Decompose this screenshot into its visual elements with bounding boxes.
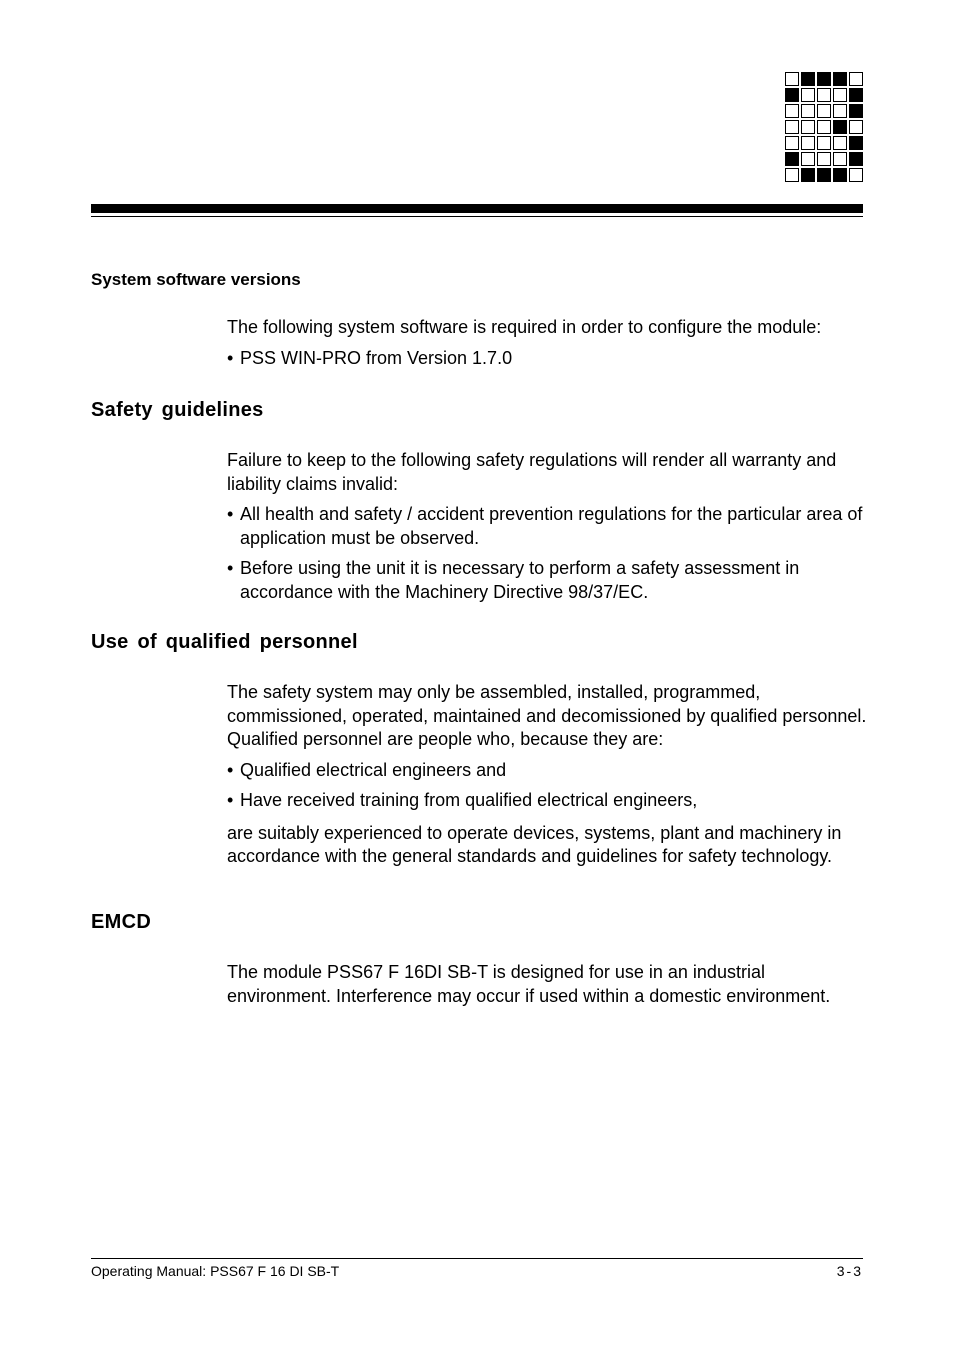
list-item-text: Before using the unit it is necessary to perform a safety assessment in accordance with the Machinery Directive 98/37/EC. bbox=[240, 558, 800, 602]
logo-cell bbox=[833, 168, 847, 182]
list-item-text: Qualified electrical engineers and bbox=[240, 759, 507, 780]
logo-cell bbox=[785, 136, 799, 150]
list-item bbox=[227, 789, 867, 813]
personnel-body bbox=[227, 681, 867, 869]
logo-cell bbox=[817, 72, 831, 86]
logo-cell bbox=[833, 136, 847, 150]
logo-cell bbox=[849, 168, 863, 182]
software-intro: The following system software is required in order to configure the module: bbox=[227, 317, 822, 337]
footer-title: Operating Manual: PSS67 F 16 DI SB-T bbox=[91, 1263, 340, 1279]
logo-cell bbox=[817, 168, 831, 182]
personnel-intro: The safety system may only be assembled, installed, programmed, commissioned, operated, maintained and decomissioned by qualified personnel. Qualified personnel are people who, because they are: bbox=[227, 682, 867, 749]
logo-cell bbox=[849, 88, 863, 102]
logo-cell bbox=[817, 88, 831, 102]
list-item bbox=[227, 347, 867, 371]
logo-cell bbox=[801, 88, 815, 102]
logo-cell bbox=[785, 72, 799, 86]
emcd-body bbox=[227, 961, 867, 1008]
section-heading-software: System software versions bbox=[91, 270, 301, 289]
safety-intro: Failure to keep to the following safety regulations will render all warranty and liability claims invalid: bbox=[227, 450, 837, 494]
section-heading-emcd: EMCD bbox=[91, 911, 152, 933]
header-rule-thick bbox=[91, 204, 863, 213]
page-number: 3-3 bbox=[836, 1263, 863, 1279]
logo-cell bbox=[785, 120, 799, 134]
logo-cell bbox=[785, 88, 799, 102]
list-item-text: All health and safety / accident prevention regulations for the particular area of application must be observed. bbox=[240, 504, 863, 548]
logo-grid bbox=[785, 72, 865, 182]
logo-cell bbox=[801, 136, 815, 150]
bullet-mark: • bbox=[227, 504, 234, 524]
bullet-mark: • bbox=[227, 558, 234, 578]
footer-rule bbox=[91, 1258, 863, 1259]
logo-cell bbox=[849, 104, 863, 118]
personnel-outro: are suitably experienced to operate devices, systems, plant and machinery in accordance with the general standards and guidelines for safety technology. bbox=[227, 822, 842, 866]
list-item-text: Have received training from qualified electrical engineers, bbox=[240, 790, 698, 810]
logo-cell bbox=[801, 120, 815, 134]
logo-cell bbox=[817, 120, 831, 134]
bullet-mark: • bbox=[227, 347, 234, 368]
logo-cell bbox=[817, 136, 831, 150]
logo-cell bbox=[801, 168, 815, 182]
logo-cell bbox=[849, 72, 863, 86]
list-item bbox=[227, 557, 867, 604]
section-heading-personnel: Use of qualified personnel bbox=[91, 631, 358, 653]
software-body bbox=[227, 316, 867, 370]
logo-cell bbox=[785, 104, 799, 118]
logo-cell bbox=[833, 152, 847, 166]
emcd-text: The module PSS67 F 16DI SB-T is designed for use in an industrial environment. Interference may occur if used within a domestic environment. bbox=[227, 962, 831, 1006]
logo-cell bbox=[849, 136, 863, 150]
logo-cell bbox=[833, 88, 847, 102]
logo-cell bbox=[785, 168, 799, 182]
safety-body bbox=[227, 449, 867, 604]
logo-cell bbox=[817, 152, 831, 166]
logo-cell bbox=[849, 152, 863, 166]
logo-cell bbox=[833, 104, 847, 118]
company-logo bbox=[785, 72, 865, 184]
bullet-mark: • bbox=[227, 759, 234, 780]
bullet-mark: • bbox=[227, 790, 234, 810]
logo-cell bbox=[833, 72, 847, 86]
header-rule-thin bbox=[91, 216, 863, 217]
logo-cell bbox=[801, 152, 815, 166]
list-item bbox=[227, 759, 867, 783]
list-item bbox=[227, 503, 867, 550]
logo-cell bbox=[785, 152, 799, 166]
logo-cell bbox=[833, 120, 847, 134]
list-item-text: PSS WIN-PRO from Version 1.7.0 bbox=[240, 347, 513, 368]
logo-cell bbox=[801, 72, 815, 86]
logo-cell bbox=[849, 120, 863, 134]
section-heading-safety: Safety guidelines bbox=[91, 399, 264, 421]
logo-cell bbox=[817, 104, 831, 118]
logo-cell bbox=[801, 104, 815, 118]
